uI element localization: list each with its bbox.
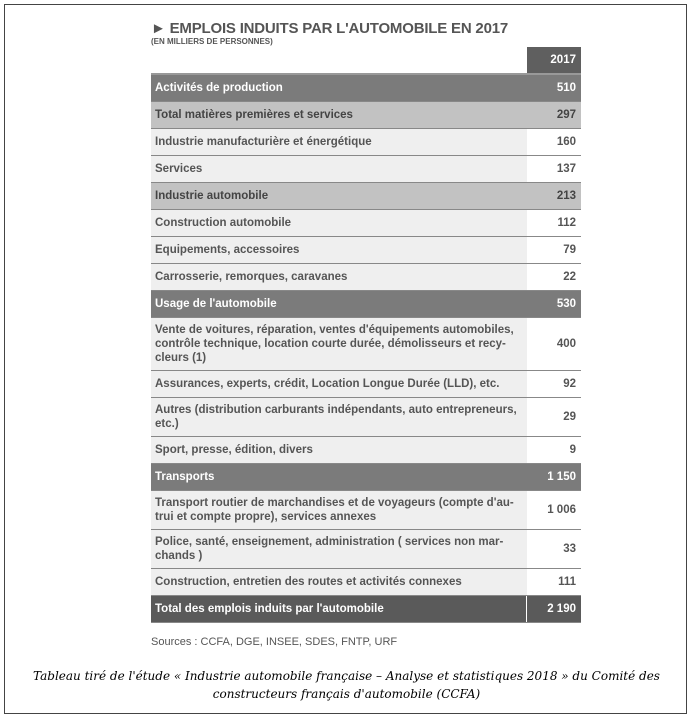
row-value: 112 xyxy=(527,210,582,237)
row-value: 213 xyxy=(527,183,582,210)
row-value: 22 xyxy=(527,264,582,291)
table-row-item xyxy=(151,398,581,437)
row-label: Police, santé, enseignement, administration ( services non mar-chands ) xyxy=(151,530,527,569)
table-row-item xyxy=(151,156,581,183)
row-value: 9 xyxy=(527,437,582,464)
employment-table xyxy=(151,47,581,623)
row-value: 1 006 xyxy=(527,491,582,530)
row-label: Construction, entretien des routes et activités connexes xyxy=(151,569,527,596)
row-label: Activités de production xyxy=(151,74,527,102)
caption: Tableau tiré de l'étude « Industrie automobile française – Analyse et statistiques 2018 » du Comité des constructeurs français d'automobile (CCFA) xyxy=(33,669,660,701)
header-year: 2017 xyxy=(527,47,582,74)
row-value: 33 xyxy=(527,530,582,569)
table-row-item xyxy=(151,530,581,569)
row-label: Equipements, accessoires xyxy=(151,237,527,264)
row-value: 297 xyxy=(527,102,582,129)
row-value: 79 xyxy=(527,237,582,264)
row-label: Transport routier de marchandises et de voyageurs (compte d'au-trui et compte propre), services annexes xyxy=(151,491,527,530)
row-value: 29 xyxy=(527,398,582,437)
table-row-item xyxy=(151,491,581,530)
table-row-section xyxy=(151,74,581,102)
row-label: Transports xyxy=(151,464,527,491)
row-label: Services xyxy=(151,156,527,183)
table-row-subtotal xyxy=(151,183,581,210)
row-value: 510 xyxy=(527,74,582,102)
table-row-item xyxy=(151,264,581,291)
row-label: Autres (distribution carburants indépendants, auto entrepreneurs, etc.) xyxy=(151,398,527,437)
table-row-item xyxy=(151,237,581,264)
row-label: Carrosserie, remorques, caravanes xyxy=(151,264,527,291)
table-row-total xyxy=(151,596,581,623)
table-row-item xyxy=(151,318,581,371)
row-label: Construction automobile xyxy=(151,210,527,237)
table-row-item xyxy=(151,129,581,156)
row-label: Vente de voitures, réparation, ventes d'équipements automobiles, contrôle technique, location courte durée, démolisseurs et recy-cleurs (1) xyxy=(151,318,527,371)
sources: Sources : CCFA, DGE, INSEE, SDES, FNTP, URF xyxy=(151,636,398,648)
row-label: Usage de l'automobile xyxy=(151,291,527,318)
table-row-section xyxy=(151,291,581,318)
row-label: Industrie automobile xyxy=(151,183,527,210)
row-value: 1 150 xyxy=(527,464,582,491)
table-row-section xyxy=(151,464,581,491)
table-row-subtotal xyxy=(151,102,581,129)
row-label: Total des emplois induits par l'automobile xyxy=(151,596,527,623)
table-subtitle: (EN MILLIERS DE PERSONNES) xyxy=(151,37,273,46)
row-label: Sport, presse, édition, divers xyxy=(151,437,527,464)
table-title: ► EMPLOIS INDUITS PAR L'AUTOMOBILE EN 2017 xyxy=(151,20,509,37)
row-value: 160 xyxy=(527,129,582,156)
row-label: Industrie manufacturière et énergétique xyxy=(151,129,527,156)
header-empty-cell xyxy=(151,47,527,74)
row-label: Total matières premières et services xyxy=(151,102,527,129)
row-value: 137 xyxy=(527,156,582,183)
table-row-item xyxy=(151,210,581,237)
row-value: 111 xyxy=(527,569,582,596)
table-row-item xyxy=(151,371,581,398)
row-value: 92 xyxy=(527,371,582,398)
table-row-item xyxy=(151,569,581,596)
table-row-item xyxy=(151,437,581,464)
header-row xyxy=(151,47,581,74)
row-value: 2 190 xyxy=(527,596,582,623)
row-value: 530 xyxy=(527,291,582,318)
row-label: Assurances, experts, crédit, Location Longue Durée (LLD), etc. xyxy=(151,371,527,398)
row-value: 400 xyxy=(527,318,582,371)
